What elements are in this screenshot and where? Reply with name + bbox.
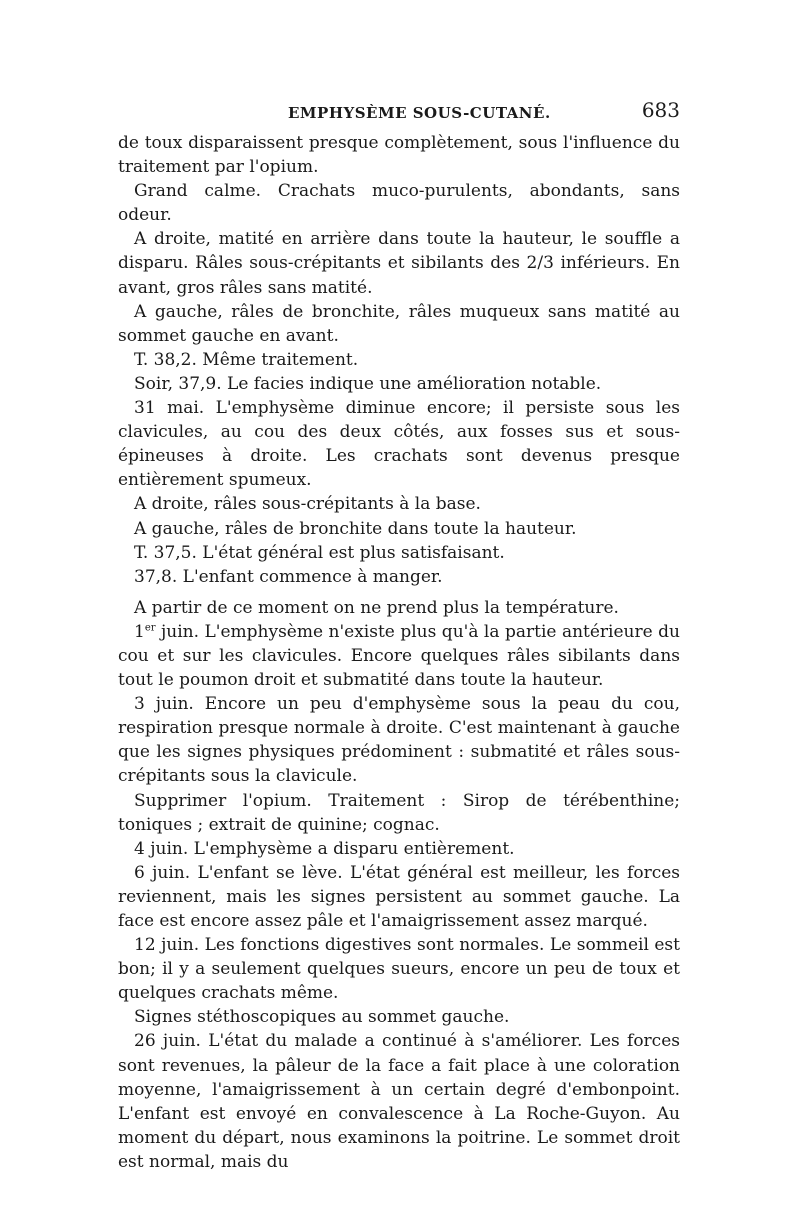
date-ordinal: er <box>144 622 156 634</box>
body-text <box>118 131 680 1174</box>
paragraph: A droite, râles sous-crépitants à la base. <box>134 494 481 515</box>
paragraph: Signes stéthoscopiques au sommet gauche. <box>134 1007 510 1028</box>
paragraph: A partir de ce moment on ne prend plus la température. <box>134 597 619 618</box>
paragraph: 3 juin. Encore un peu d'emphysème sous la peau du cou, respiration presque normale à droite. C'est maintenant à gauche que les signes physiques prédominent : submatité et râles sous-crépitants sous la clavicule. <box>118 694 680 787</box>
paragraph: 12 juin. Les fonctions digestives sont normales. Le sommeil est bon; il y a seulement quelques sueurs, encore un peu de toux et quelques crachats même. <box>118 935 680 1004</box>
page-number: 683 <box>641 98 680 122</box>
paragraph: 6 juin. L'enfant se lève. L'état général est meilleur, les forces reviennent, mais les signes persistent au sommet gauche. La face est encore assez pâle et l'amaigrissement assez marqué. <box>118 862 680 931</box>
paragraph: 31 mai. L'emphysème diminue encore; il persiste sous les clavicules, au cou des deux côtés, aux fosses sus et sous-épineuses à droite. Les crachats sont devenus presque entièrement spumeux. <box>118 398 680 491</box>
chapter-title: EMPHYSÈME SOUS-CUTANÉ. <box>288 104 551 122</box>
paragraph: Supprimer l'opium. Traitement : Sirop de térébenthine; toniques ; extrait de quinine; cognac. <box>118 790 680 835</box>
paragraph: A droite, matité en arrière dans toute la hauteur, le souffle a disparu. Râles sous-crépitants et sibilants des 2/3 inférieurs. En avant, gros râles sans matité. <box>118 229 680 298</box>
paragraph: A gauche, râles de bronchite dans toute la hauteur. <box>134 518 577 539</box>
paragraph-text: juin. L'emphysème n'existe plus qu'à la partie antérieure du cou et sur les clavicules. Encore quelques râles sibilants dans tout le poumon droit et submatité dans toute la hauteur. <box>118 621 680 691</box>
paragraph: 26 juin. L'état du malade a continué à s'améliorer. Les forces sont revenues, la pâleur de la face a fait place à une coloration moyenne, l'amaigrissement à un certain degré d'embonpoint. L'enfant est envoyé en convalescence à La Roche-Guyon. Au moment du départ, nous examinons la poitrine. Le sommet droit est normal, mais du <box>118 1031 680 1172</box>
paragraph: de toux disparaissent presque complètement, sous l'influence du traitement par l'opium. <box>118 133 680 178</box>
paragraph: 37,8. L'enfant commence à manger. <box>134 566 443 587</box>
paragraph: 4 juin. L'emphysème a disparu entièrement. <box>134 838 515 859</box>
paragraph: Soir, 37,9. Le facies indique une amélioration notable. <box>134 373 602 394</box>
paragraph: T. 38,2. Même traitement. <box>134 349 359 370</box>
running-head <box>118 98 680 128</box>
paragraph: A gauche, râles de bronchite, râles muqueux sans matité au sommet gauche en avant. <box>118 301 680 346</box>
paragraph-june-first <box>118 620 680 692</box>
date-day: 1 <box>134 621 145 642</box>
paragraph: Grand calme. Crachats muco-purulents, abondants, sans odeur. <box>118 181 680 226</box>
paragraph: T. 37,5. L'état général est plus satisfaisant. <box>134 542 505 563</box>
